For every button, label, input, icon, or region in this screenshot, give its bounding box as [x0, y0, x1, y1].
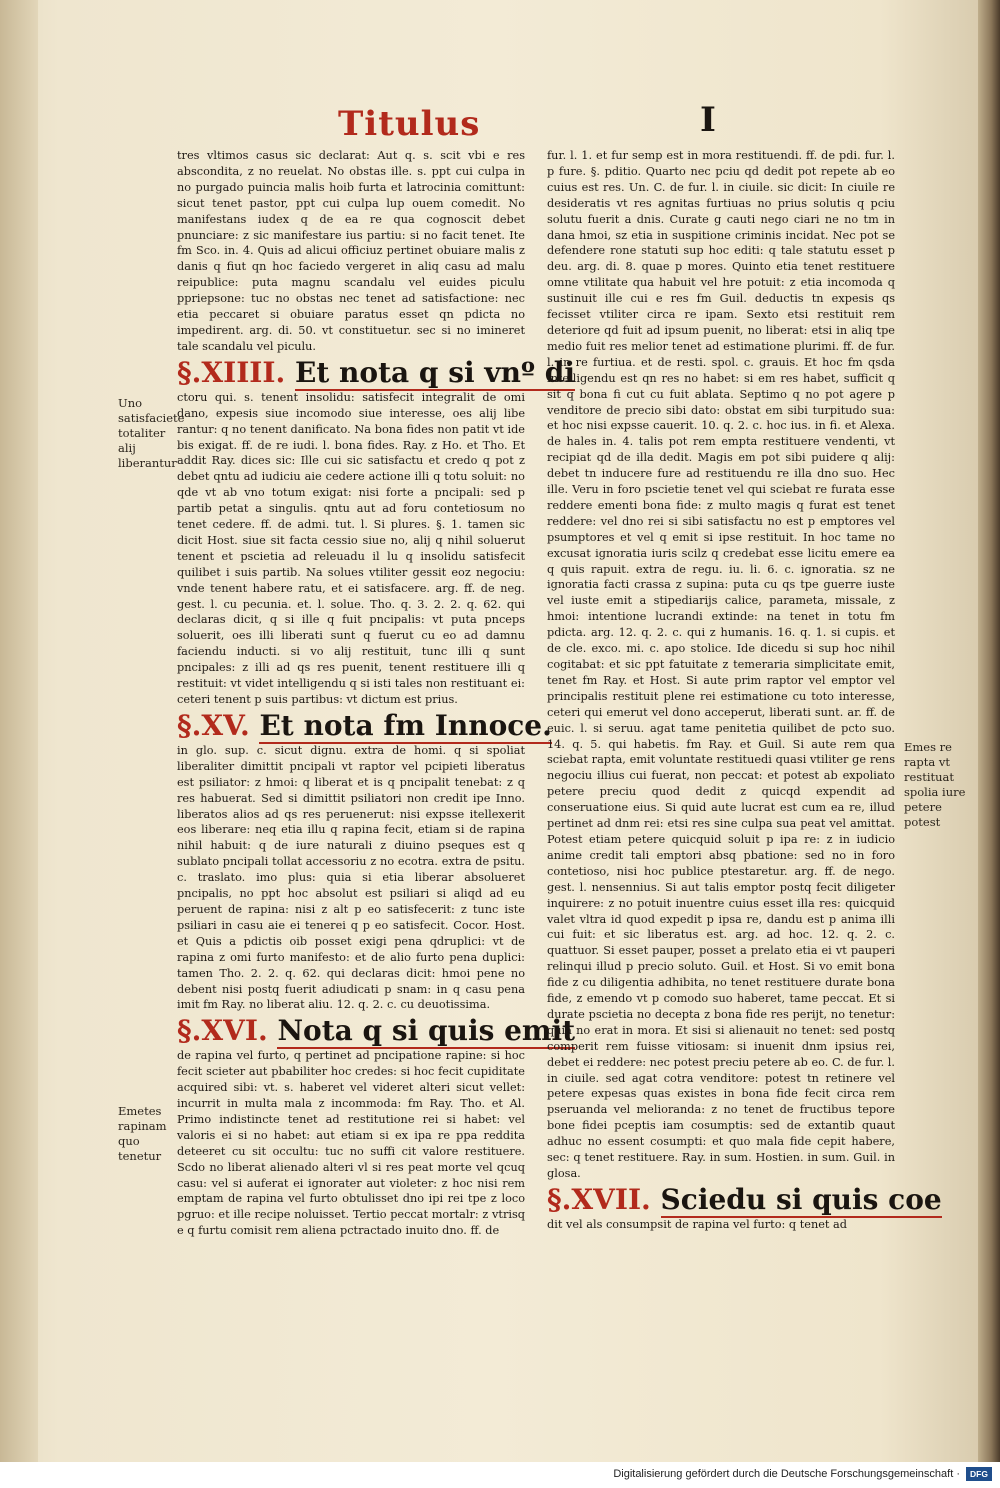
section-heading-14	[177, 355, 575, 389]
section-number: XVII.	[571, 1182, 651, 1216]
running-title: Titulus	[338, 104, 481, 144]
section-incipit: Sciedu si quis coe	[660, 1182, 942, 1216]
section-mark: §.	[177, 355, 202, 389]
page-edge	[978, 0, 1000, 1462]
section-incipit: Et nota fm Innoce.	[259, 708, 552, 742]
section-mark: §.	[547, 1182, 572, 1216]
section-number: XIIII.	[201, 355, 286, 389]
spine-shadow	[0, 0, 38, 1462]
section-heading-16	[177, 1014, 576, 1048]
footer-credit: Digitalisierung gefördert durch die Deutsche Forschungsgemeinschaft ·	[613, 1468, 960, 1480]
digitization-footer	[0, 1462, 1000, 1488]
left-paragraph-3: in glo. sup. c. sicut dignu. extra de homi. q si spoliat liberaliter dimittit pncipali vt raptor vel pcipieti liberatus est psiliator: z hmoi: q liberat et is q pncipalit tenebat: z q res habuerat. Sed si dimittit psiliatori non credit ipe Inno. liberatos alios ad qs res peruenerut: nisi expsse itellexerit eos liberare: neq etia illu q rapina fecit, etiam si de rapina nihil habuit: q de iure naturali z diuino pseques est q sublato pncipali tollat accessoriu z no ecotra. extra de psitu. c. traslato. imo plus: quia si etia liberar absolueret pncipalis, no ppt hoc absolut est psiliari si aliqd ad eu peruent de rapina: nisi z alt p eo satisfecerit: z tunc iste psiliari in casu aie ei tenerei q p eo satisfecit. Cocor. Host. et Quis a pdictis oib posset exigi pena qdruplici: vt de rapina z omi furto manifesto: et de alio furto pena duplici: tamen Tho. 2. 2. q. 62. qui declaras dicit: hmoi pene no debent nisi postq fuerit adiudicati p snam: in q casu pena imit fm Ray. no liberat aliu. 12. q. 2. c. cu deuotissima.	[177, 743, 525, 1012]
right-paragraph-1: fur. l. 1. et fur semp est in mora restituendi. ff. de pdi. fur. l. p fure. §. pditio. Quarto nec pciu qd dedit pot repete ab eo cuius est res. Un. C. de fur. l. in ciuile. sic dicit: In ciuile re desideratis vt res agnitas furtiuas no prius solutis q pciu solutu fuerit a dnis. Curate g cauti nego ciari ne no tm in dana hmoi, sz etia in suspitione criminis incidat. Nec pot se defendere rone statuti sup hoc editi: q tale statutu esset p deu. arg. di. 8. quae p mores. Quinto etia tenet restituere omne vtilitate qua habuit vel hre potuit: z etia incomoda q sustinuit ille cui e res fm Guil. deductis tn expesis qs fecisset vtiliter circa re ipam. Sexto etsi restituit rem deteriore qd fuit ad ipsum puenit, no liberat: etsi in aliq tpe medio fuit res melior tenet ad estimatione plurimi. ff. de fur. l. in re furtiua. et de resti. spol. c. grauis. Et hoc fm qsda intelligendu est qn res no habet: si em res habet, sufficit q sit q bona fi cut cu fuit ablata. Septimo q no pot agere p venditore de precio sibi dato: obstat em sibi turpitudo sua: et hoc nisi expsse cauerit. 10. q. 2. c. hoc ius. in fi. et Alexa. de hales in. 4. talis pot rem empta restituere vendenti, vt recipiat qd de illa dedit. Magis em pot sibi puidere q alij: debet tn inducere fure ad restituendu re illa dno suo. Hec ille. Veru in foro pscietie tenet vel qui sciebat re furata esse reddere ementi bona fide: z multo magis q furat est tenet reddere: vel dno rei si sibi satisfactu no est p emptores vel psumptores et vel q emit si ipse restituit. In hoc tame no excusat ignoratia iuris scilz q credebat esse licitu emere ea q quis rapuit. extra de regu. iu. li. 6. c. ignoratia. sz ne ignoratia facti crassa z supina: puta cu qs tpe guerre iuste vel iuste emit a stipediarijs calice, parameta, missale, z hmoi: intentione lucrandi extinde: na tenet in totu fm pdicta. arg. 12. q. 2. c. qui z humanis. 16. q. 1. si cupis. et de cle. exco. mi. c. apo stolice. Ide dicedu si sup hoc nihil cogitabat: et sic ppt fatuitate z temeraria simplicitate emit, tenet fm Ray. et Host. Si aute prim raptor vel emptor vel principalis restituit plene rei estimatione cu toto interesse, ceteri qui emerut vel dono acceperut, liberati sunt. ar. ff. de euic. l. si seruu. agat tame penitetia quilibet de pcto suo. 14. q. 5. qui habetis. fm Ray. et Guil. Si aute rem qua sciebat rapta, emit voluntate restituedi quasi vtiliter ge rens negociu illius cui fuerat, non peccat: et potest ab expoliato petere preciu quod dedit z quicqd expendit ad conseruatione eius. Si quid aute lucrat est cum ea re, illud pertinet ad dnm rei: etsi res sine culpa sua peat vel amittat. Potest etiam petere quicquid soluit p ipa re: z in iudicio anime credit tali emptori absq pbatione: sed no in foro contetioso, nisi hoc publice ptestaretur. arg. ff. de nego. gest. l. nensennius. Si aut talis emptor postq fecit diligeter inquirere: z no potuit inuentre cuius esset illa res: quicquid valet vltra id quod expedit p ipsa re, dandu est p anima illi cui fuit: et sic liberatus est. arg. ad hoc. 12. q. 2. c. quattuor. Si esset pauper, posset a prelato etia ei vt pauperi relinqui illud p precio soluto. Guil. et Host. Si vo emit bona fide z cu diligentia adhibita, no tenet restituere durate bona fide, z emendo vt p comodo suo haberet, tame peccat. Et si durate pscietia no decepta z bona fide res perijt, no tenetur: quia no erat in mora. Et sisi si alienauit no tenet: sed postq comperit rem fuisse vitiosam: si inuenit dnm ipsius rei, debet ei reddere: nec potest preciu petere ab eo. C. de fur. l. in ciuile. sed agat cotra venditore: potest tn retinere vel petere expesas quas existes in bona fide fecit circa rem pseruanda vel melioranda: z no tenet de fructibus tepore bone fidei pceptis iam cosumptis: sed de extantib quaut adhuc no essent cosumpti: et quo mala fide cepit habere, sec: q tenet restituere. Ray. in sum. Hostien. in sum. Guil. in glosa.	[547, 149, 895, 1180]
margin-note-right: Emes re rapta vt restituat spolia iure petere potest	[904, 740, 966, 829]
margin-note-left-top: Uno satisfaciete totaliter alij liberantur	[118, 396, 185, 470]
section-mark: §.	[177, 708, 202, 742]
section-incipit: Nota q si quis emit	[277, 1014, 576, 1048]
margin-note-left-bottom: Emetes rapinam quo tenetur	[118, 1104, 167, 1163]
folio-number: I	[700, 100, 716, 140]
dfg-logo: DFG	[966, 1467, 992, 1481]
section-mark: §.	[177, 1014, 202, 1048]
section-heading-17	[547, 1182, 942, 1216]
left-text-column	[177, 148, 576, 1239]
left-paragraph-1: tres vltimos casus sic declarat: Aut q. s. scit vbi e res abscondita, z no reuelat. No obstas ille. s. ppt cui culpa in no purgado puincia malis hoib furta et latrocinia comittunt: sicut tenet pastor, ppt cui culpa lup ouem comedit. No manifestans iudex q de ea re qua cognoscit debet pnunciare: z sic manifestare ius partiu: si no facit tenet. Ite fm Sco. in. 4. Quis ad alicui officiuz pertinet obuiare malis z danis q fiut qn hoc faciedo vergeret in aliq casu ad malu reipublice: puta magnu scandalu vel euides piculu ppriepsone: tuc no obstas nec tenet ad satisfactione: nec etia peccaret si obuiare paratus esset qn pdicta no impedirent. arg. di. 50. vt constituetur. sec si no imineret tale scandalu vel piculu.	[177, 149, 525, 353]
section-incipit: Et nota q si vnº di	[295, 355, 575, 389]
section-number: XVI.	[201, 1014, 268, 1048]
section-number: XV.	[201, 708, 250, 742]
left-paragraph-2: ctoru qui. s. tenent insolidu: satisfecit integralit de omi dano, expesis siue incomodo siue interesse, oes alij libe rantur: q no tenent danificato. Na bona fides non patit vt ide bis exigat. ff. de re iudi. l. bona fides. Ray. z Ho. et Tho. Et addit Ray. dices sic: Ille cui sic satisfactu et credo q pot z debet qntu ad iudiciu aie cedere actione illi q totu soluit: no qde vt ab vno totum exigat: nisi forte a pncipali: sed p partib petat a singulis. qntu aut ad foru contetiosum no tenet cedere. ff. de admi. tut. l. Si plures. §. 1. tamen sic dicit Host. siue sit facta cessio siue no, alij q nihil soluerut tenent et pscietia ad releuadu il lu q insolidu satisfecit quilibet i suis partib. Na solues vtiliter gessit eoz negociu: vnde tenent habere ratu, et ei satisfacere. arg. ff. de neg. gest. l. cu pecunia. et. l. solue. Tho. q. 3. 2. 2. q. 62. qui declaras dicit, q si ille q fuit pncipalis: vt puta pnceps soluerit, oes illi liberati sunt q fuerut cu eo ad damnu faciendu inducti. si vo alij restituit, tunc illi q sunt pncipales: z illi ad qs res puenit, tenent restituere illi q restituit: vt videt intelligendu q si isti tales non restituant ei: ceteri tenent p suis partibus: vt dictum est prius.	[177, 390, 525, 706]
right-paragraph-2: dit vel als consumpsit de rapina vel furto: q tenet ad	[547, 1217, 848, 1231]
section-heading-15	[177, 708, 552, 742]
left-paragraph-4: de rapina vel furto, q pertinet ad pncipatione rapine: si hoc fecit scieter aut pbabiliter hoc credes: si hoc fecit cupiditate acquired sibi: vt. s. haberet vel videret alteri sicut vellet: incurrit in multa mala z incommoda: fm Ray. Tho. et Al. Primo indistincte tenet ad restitutione rei si habet: vel valoris ei si no habet: aut etiam si ex ipa re ppa reddita deteeret cu sit occultu: tuc no suffi cit valore restituere. Scdo no liberat alienado alteri vl si res peat morte vel qcuq casu: vel si auferat ei ignorater aut violeter: z hoc nisi rem emptam de rapina vel furto obtulisset dno ipi rei tpe z loco pgruo: et ille recipe noluisset. Tertio peccat mortalr: z vtrisq e q furtu comisit rem aliena pctractado inuito dno. ff. de	[177, 1049, 525, 1238]
